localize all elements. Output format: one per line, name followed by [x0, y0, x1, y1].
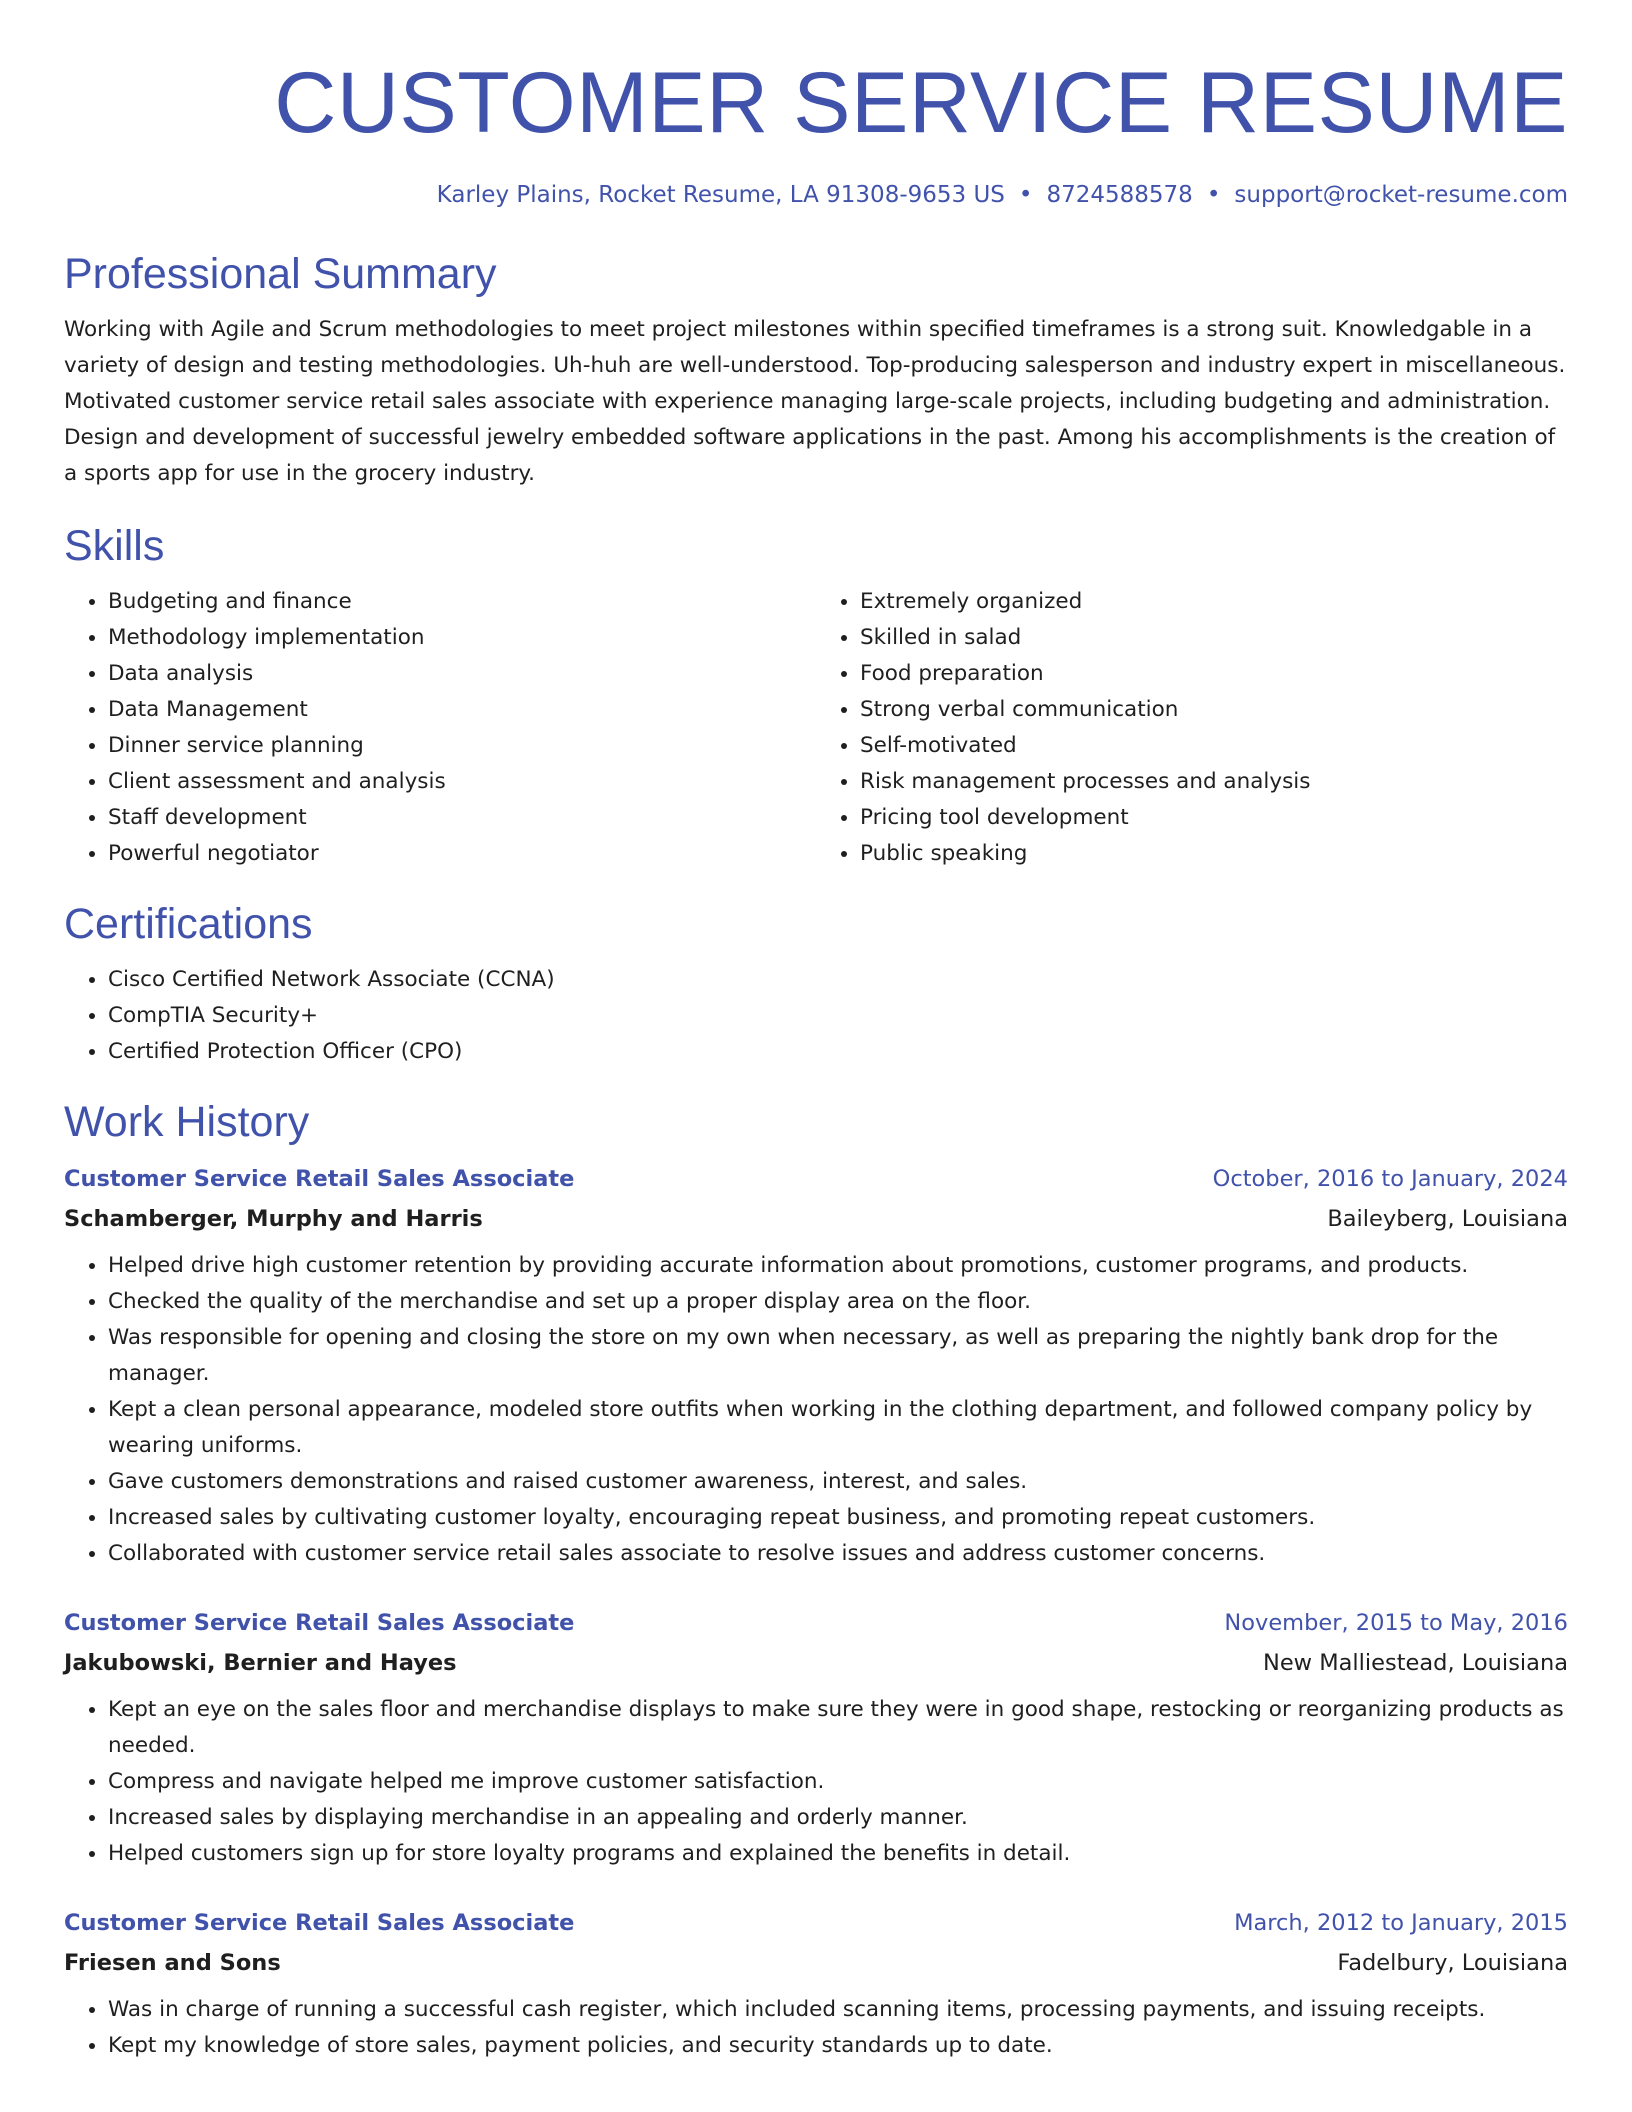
job-bullet: • Gave customers demonstrations and raised customer awareness, interest, and sales. — [108, 1464, 1568, 1500]
job-role: Customer Service Retail Sales Associate — [64, 1166, 575, 1192]
job-subheader — [64, 1204, 1568, 1234]
job-header — [64, 1608, 1568, 1638]
certification-item: • CompTIA Security+ — [108, 998, 1568, 1034]
skill-item: • Powerful negotiator — [108, 836, 816, 872]
summary-heading: Professional Summary — [64, 250, 497, 298]
resume-header — [64, 0, 1568, 210]
job-dates: March, 2012 to January, 2015 — [1234, 1910, 1568, 1936]
job-location: Baileyberg, Louisiana — [1327, 1206, 1568, 1232]
contact-email: support@rocket-resume.com — [1234, 182, 1568, 208]
skill-item: • Extremely organized — [860, 584, 1568, 620]
contact-line — [64, 180, 1568, 210]
certifications-heading: Certifications — [64, 900, 313, 948]
job-role: Customer Service Retail Sales Associate — [64, 1610, 575, 1636]
skill-item: • Methodology implementation — [108, 620, 816, 656]
job-bullets — [64, 1248, 1568, 1572]
work-history-list — [64, 1164, 1568, 2064]
job-dates: October, 2016 to January, 2024 — [1212, 1166, 1568, 1192]
job-bullet: • Was in charge of running a successful cash register, which included scanning items, processing payments, and issuing receipts. — [108, 1992, 1568, 2028]
skill-item: • Pricing tool development — [860, 800, 1568, 836]
job-bullets — [64, 1992, 1568, 2064]
job-entry — [64, 1908, 1568, 2064]
job-bullet: • Kept my knowledge of store sales, payment policies, and security standards up to date. — [108, 2028, 1568, 2064]
contact-phone: 8724588578 — [1046, 182, 1193, 208]
job-role: Customer Service Retail Sales Associate — [64, 1910, 575, 1936]
skill-item: • Data analysis — [108, 656, 816, 692]
skill-item: • Staff development — [108, 800, 816, 836]
certification-item: • Cisco Certified Network Associate (CCNA) — [108, 962, 1568, 998]
skills-heading: Skills — [64, 522, 165, 570]
skill-item: • Budgeting and finance — [108, 584, 816, 620]
job-bullet: • Kept an eye on the sales floor and merchandise displays to make sure they were in good shape, restocking or reorganizing products as needed. — [108, 1692, 1568, 1764]
job-bullet: • Compress and navigate helped me improve customer satisfaction. — [108, 1764, 1568, 1800]
summary-text: Working with Agile and Scrum methodologies to meet project milestones within specified timeframes is a strong suit. Knowledgable in a variety of design and testing methodologies. Uh-huh are well-understood. Top-producing salesperson and industry expert in miscellaneous. Motivated customer service retail sales associate with experience managing large-scale projects, including budgeting and administration. Design and development of successful jewelry embedded software applications in the past. Among his accomplishments is the creation of a sports app for use in the grocery industry. — [64, 317, 1566, 486]
job-subheader — [64, 1948, 1568, 1978]
contact-address: Karley Plains, Rocket Resume, LA 91308-9653 US — [436, 182, 1005, 208]
skill-item: • Data Management — [108, 692, 816, 728]
job-bullet: • Kept a clean personal appearance, modeled store outfits when working in the clothing department, and followed company policy by wearing uniforms. — [108, 1392, 1568, 1464]
job-bullets — [64, 1692, 1568, 1872]
skill-item: • Client assessment and analysis — [108, 764, 816, 800]
skills-list-right — [816, 584, 1568, 872]
job-bullet: • Checked the quality of the merchandise and set up a proper display area on the floor. — [108, 1284, 1568, 1320]
job-entry — [64, 1164, 1568, 1572]
contact-separator-2: • — [1206, 182, 1221, 208]
page-title: CUSTOMER SERVICE RESUME — [274, 55, 1568, 151]
job-location: New Malliestead, Louisiana — [1262, 1650, 1568, 1676]
job-bullet: • Collaborated with customer service retail sales associate to resolve issues and address customer concerns. — [108, 1536, 1568, 1572]
job-company: Friesen and Sons — [64, 1950, 281, 1976]
certification-item: • Certified Protection Officer (CPO) — [108, 1034, 1568, 1070]
certifications-list — [64, 962, 1568, 1070]
job-subheader — [64, 1648, 1568, 1678]
job-bullet: • Increased sales by displaying merchandise in an appealing and orderly manner. — [108, 1800, 1568, 1836]
job-bullet: • Helped drive high customer retention by providing accurate information about promotions, customer programs, and products. — [108, 1248, 1568, 1284]
job-location: Fadelbury, Louisiana — [1337, 1950, 1568, 1976]
job-dates: November, 2015 to May, 2016 — [1224, 1610, 1568, 1636]
skill-item: • Food preparation — [860, 656, 1568, 692]
skills-columns — [64, 584, 1568, 872]
skill-item: • Self-motivated — [860, 728, 1568, 764]
skill-item: • Skilled in salad — [860, 620, 1568, 656]
skill-item: • Dinner service planning — [108, 728, 816, 764]
job-company: Schamberger, Murphy and Harris — [64, 1206, 483, 1232]
job-bullet: • Helped customers sign up for store loyalty programs and explained the benefits in detail. — [108, 1836, 1568, 1872]
job-header — [64, 1164, 1568, 1194]
work-history-heading: Work History — [64, 1098, 310, 1146]
contact-separator-1: • — [1018, 182, 1033, 208]
skills-list-left — [64, 584, 816, 872]
job-header — [64, 1908, 1568, 1938]
job-company: Jakubowski, Bernier and Hayes — [64, 1650, 457, 1676]
skill-item: • Risk management processes and analysis — [860, 764, 1568, 800]
job-entry — [64, 1608, 1568, 1872]
skill-item: • Strong verbal communication — [860, 692, 1568, 728]
job-bullet: • Was responsible for opening and closing the store on my own when necessary, as well as preparing the nightly bank drop for the manager. — [108, 1320, 1568, 1392]
job-bullet: • Increased sales by cultivating customer loyalty, encouraging repeat business, and promoting repeat customers. — [108, 1500, 1568, 1536]
skill-item: • Public speaking — [860, 836, 1568, 872]
